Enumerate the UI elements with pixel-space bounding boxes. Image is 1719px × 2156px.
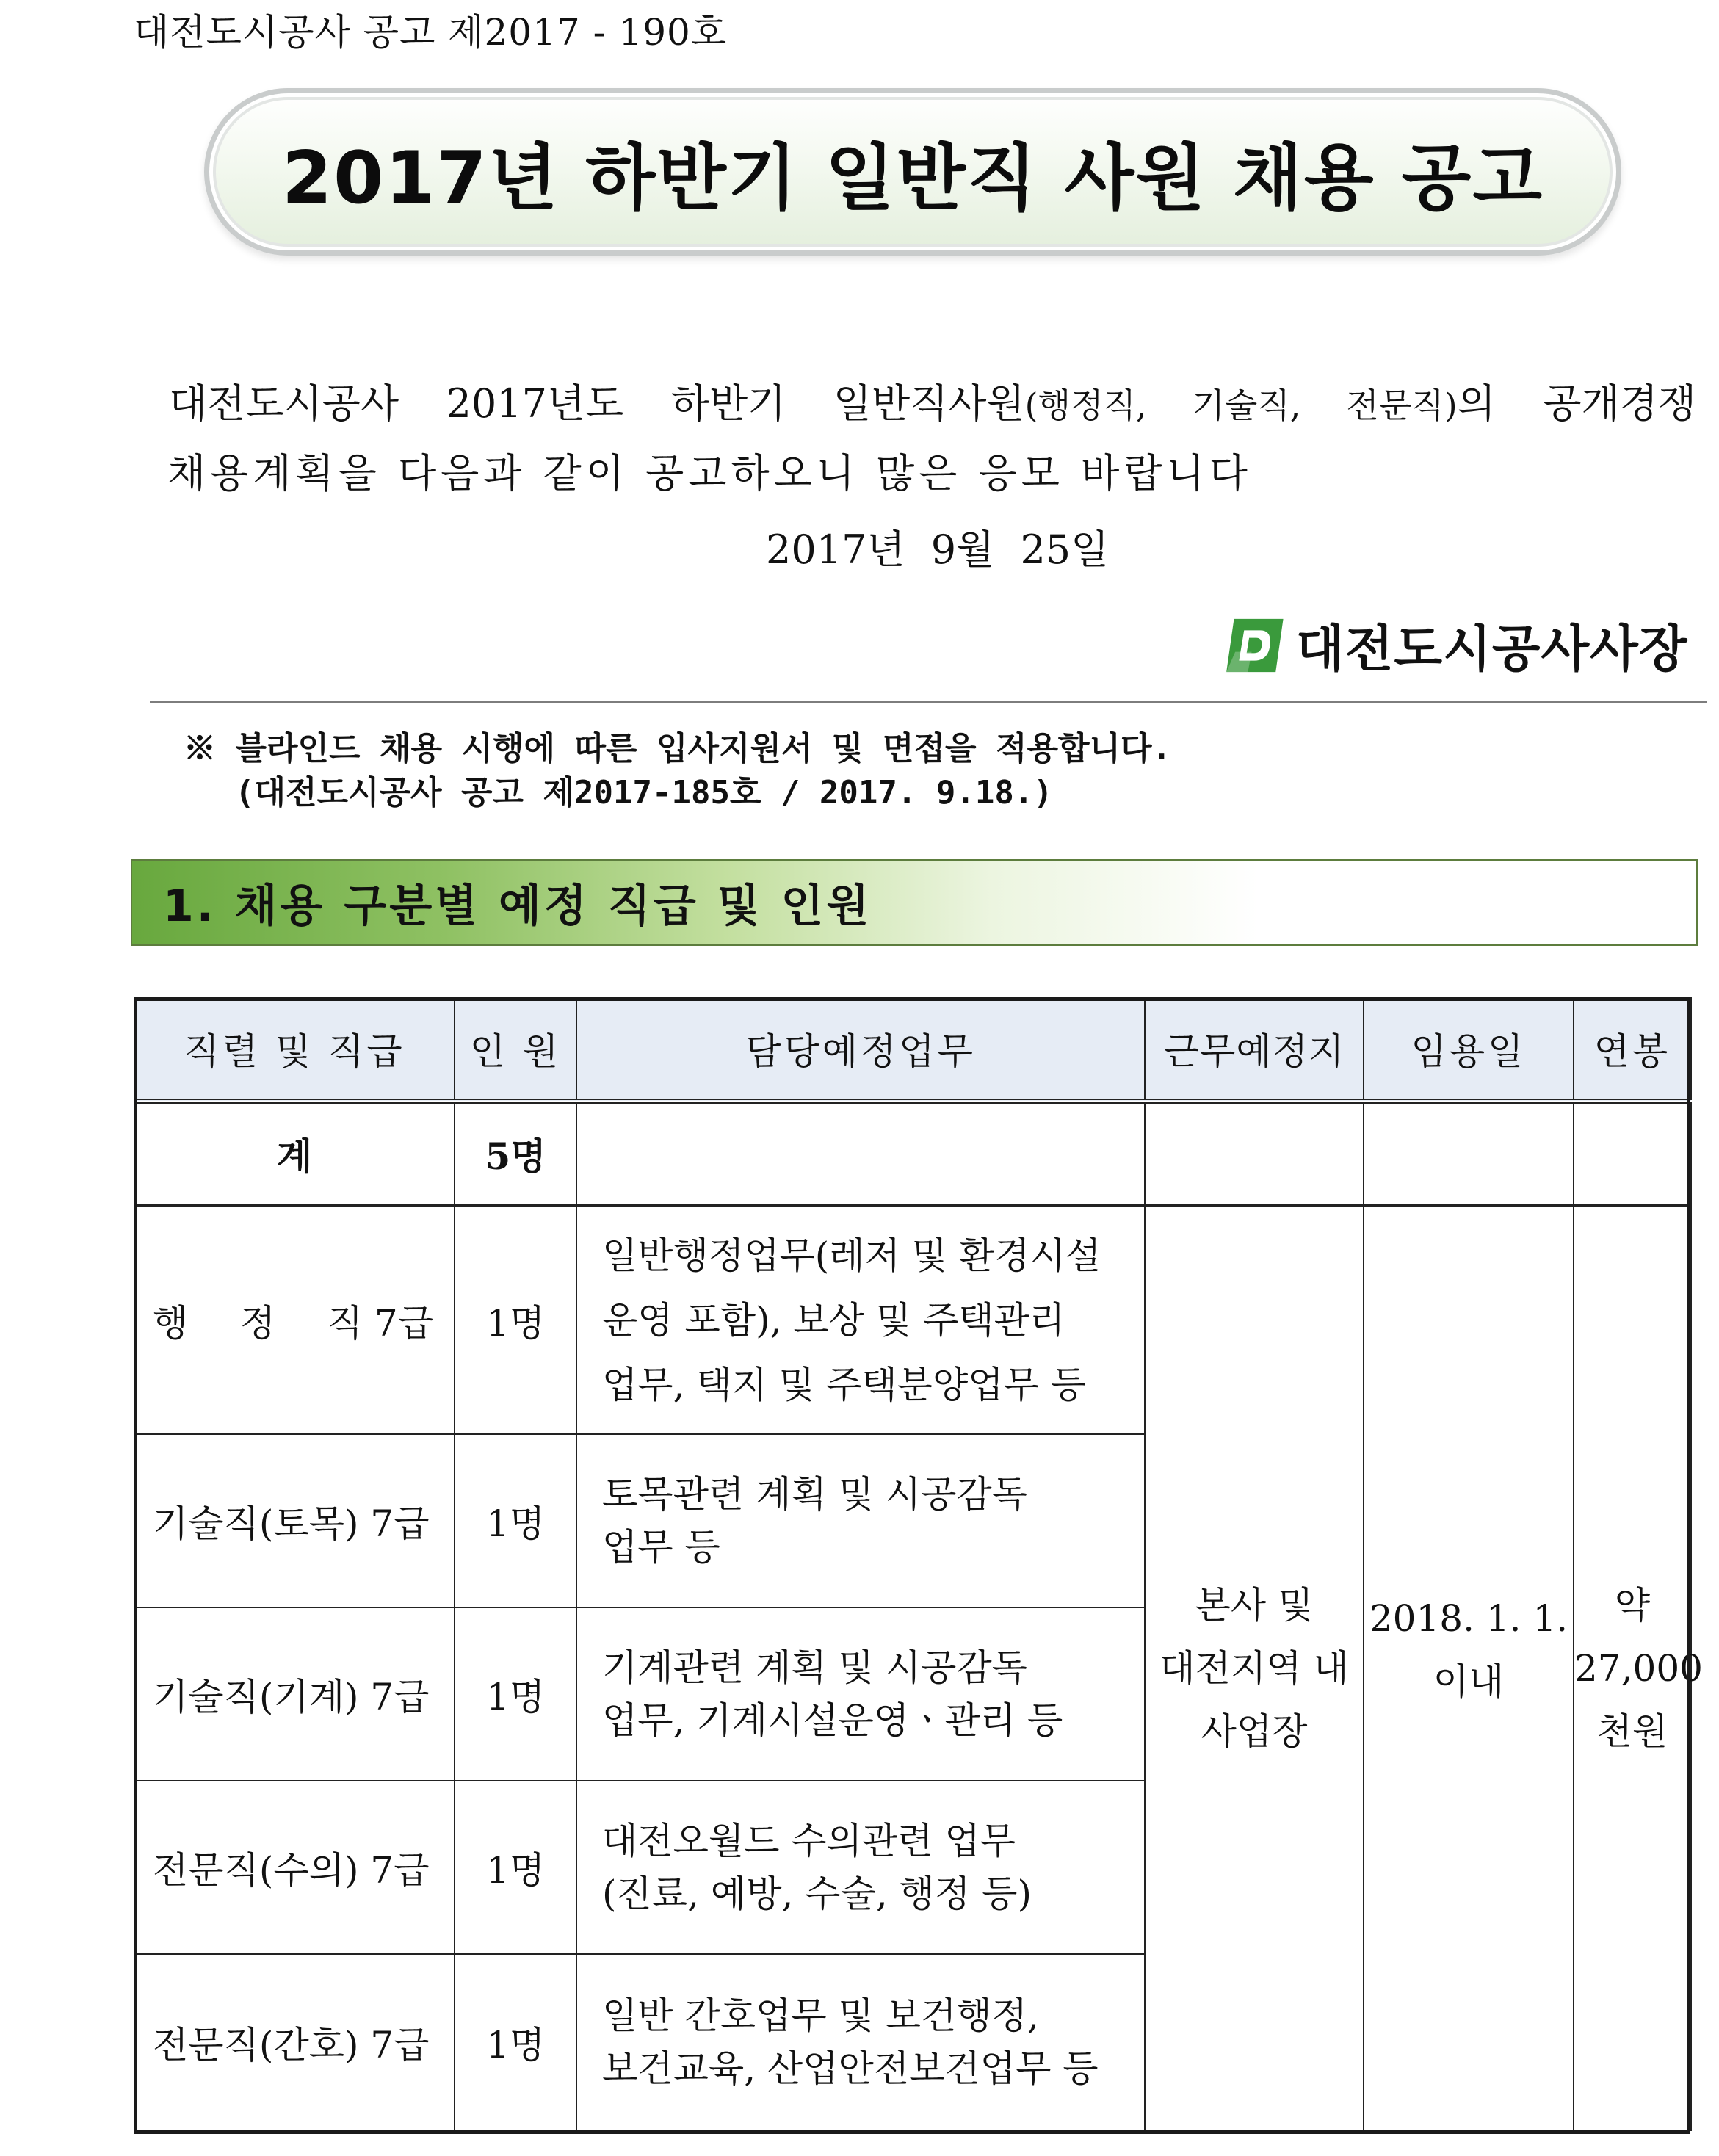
section-1-header (131, 859, 1698, 946)
page-title: 2017년 하반기 일반직 사원 채용 공고 (281, 136, 1544, 220)
position-civil: 기술직(토목) 7급 (134, 1434, 455, 1607)
count-nursing: 1명 (455, 1954, 576, 2130)
count-veterinary: 1명 (455, 1781, 576, 1954)
header-count: 인 원 (455, 998, 576, 1101)
recruitment-table (134, 997, 1703, 2131)
total-count: 5명 (455, 1101, 576, 1205)
divider (150, 701, 1707, 703)
header-location: 근무예정지 (1145, 998, 1364, 1101)
dmc-d-logo-icon (1223, 614, 1286, 677)
header-appointment: 임용일 (1364, 998, 1574, 1101)
count-mechanical: 1명 (455, 1607, 576, 1781)
count-admin: 1명 (455, 1205, 576, 1434)
duty-admin: 일반행정업무(레저 및 환경시설 운영 포함), 보상 및 주택관리 업무, 택지 및 주택분양업무 등 (576, 1205, 1145, 1434)
header-duty: 담당예정업무 (576, 998, 1145, 1101)
work-location: 본사 및 대전지역 내 사업장 (1145, 1205, 1364, 2130)
appointment-date: 2018. 1. 1. 이내 (1364, 1205, 1574, 2130)
notice-date: 2017년 9월 25일 (766, 527, 1110, 573)
position-mechanical: 기술직(기계) 7급 (134, 1607, 455, 1781)
issuer (1223, 609, 1688, 681)
intro-job-types: (행정직, 기술직, 전문직) (1024, 386, 1458, 425)
table-header-row (134, 998, 1691, 1101)
total-label: 계 (134, 1101, 455, 1205)
blind-recruitment-notice (184, 727, 1171, 815)
table-row (134, 1205, 1691, 1434)
blind-notice-line-2: (대전도시공사 공고 제2017-185호 / 2017. 9.18.) (235, 774, 1053, 811)
blind-notice-line-1: ※ 블라인드 채용 시행에 따른 입사지원서 및 면접을 적용합니다. (184, 730, 1172, 767)
duty-civil: 토목관련 계획 및 시공감독 업무 등 (576, 1434, 1145, 1607)
title-banner (204, 88, 1621, 256)
intro-line-2: 채용계획을 다음과 같이 공고하오니 많은 응모 바랍니다 (167, 450, 1252, 496)
duty-mechanical: 기계관련 계획 및 시공감독 업무, 기계시설운영ㆍ관리 등 (576, 1607, 1145, 1781)
count-civil: 1명 (455, 1434, 576, 1607)
total-row (134, 1101, 1691, 1205)
notice-number: 대전도시공사 공고 제2017 - 190호 (134, 11, 728, 54)
position-admin: 행 정 직 7급 (134, 1205, 455, 1434)
duty-nursing: 일반 간호업무 및 보건행정, 보건교육, 산업안전보건업무 등 (576, 1954, 1145, 2130)
intro-text-b: 의 공개경쟁 (1457, 380, 1696, 427)
intro-line-1 (169, 366, 1696, 444)
issuer-name: 대전도시공사사장 (1296, 621, 1688, 679)
header-salary: 연봉 (1574, 998, 1691, 1101)
position-veterinary: 전문직(수의) 7급 (134, 1781, 455, 1954)
position-nursing: 전문직(간호) 7급 (134, 1954, 455, 2130)
intro-text-a: 대전도시공사 2017년도 하반기 일반직사원 (169, 380, 1025, 427)
duty-veterinary: 대전오월드 수의관련 업무 (진료, 예방, 수술, 행정 등) (576, 1781, 1145, 1954)
salary: 약 27,000 천원 (1574, 1205, 1691, 2130)
header-position: 직렬 및 직급 (134, 998, 455, 1101)
section-1-title: 1. 채용 구분별 예정 직급 및 인원 (163, 880, 872, 932)
